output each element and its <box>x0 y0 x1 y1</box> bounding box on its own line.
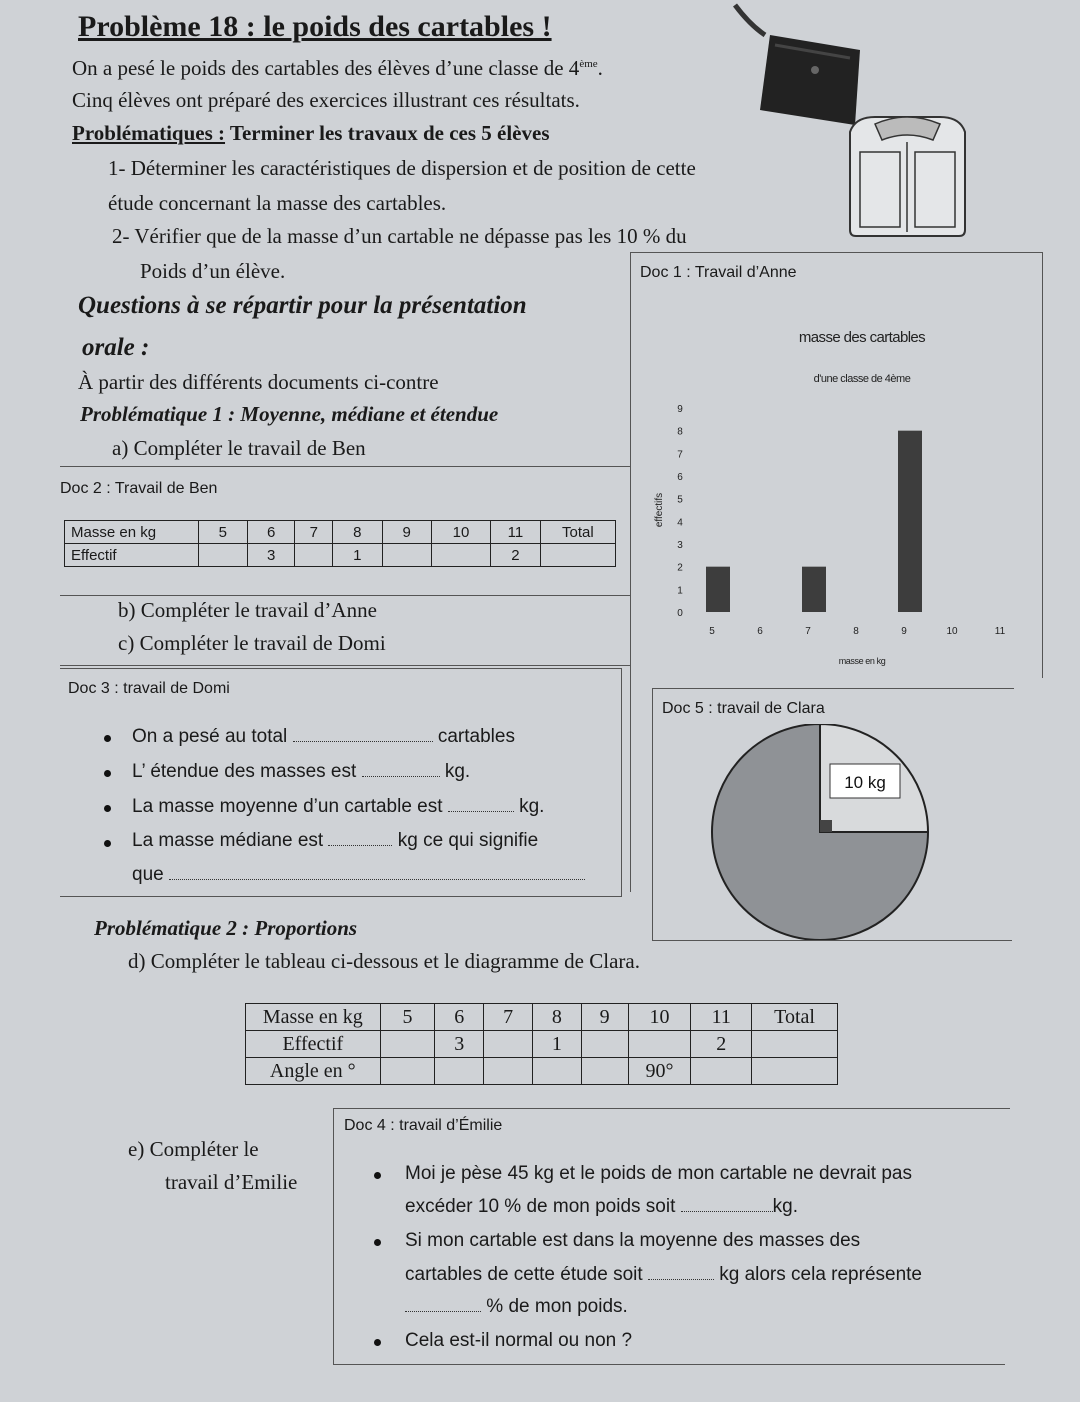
bullet <box>104 770 111 777</box>
doc3-border-top <box>60 668 622 669</box>
answer-blank[interactable] <box>405 1297 481 1312</box>
intro-line-1: On a pesé le poids des cartables des élèves d’une classe de 4ème. <box>72 56 603 80</box>
x-tick-label: 9 <box>901 626 907 637</box>
doc2-effectif-cell[interactable]: 1 <box>333 544 382 567</box>
doc2-title: Doc 2 : Travail de Ben <box>60 480 218 497</box>
right-angle-mark <box>820 820 832 832</box>
doc4-border-bottom <box>333 1364 1005 1365</box>
doc3-title: Doc 3 : travail de Domi <box>68 680 230 697</box>
clara-effectif-cell[interactable] <box>484 1031 533 1058</box>
question-c: c) Compléter le travail de Domi <box>118 631 386 655</box>
doc4-border-top <box>333 1108 1010 1109</box>
divider <box>60 665 630 666</box>
clara-effectif-cell[interactable] <box>581 1031 628 1058</box>
doc2-row-effectif <box>65 544 616 567</box>
doc2-header-cell: 7 <box>295 521 333 544</box>
clara-row-masse <box>246 1004 838 1031</box>
clara-angle-cell[interactable] <box>484 1058 533 1085</box>
clara-angle-cell[interactable]: 90° <box>628 1058 691 1085</box>
item-1a: 1- Déterminer les caractéristiques de dispersion et de position de cette <box>108 156 696 180</box>
doc2-effectif-cell[interactable]: 3 <box>247 544 294 567</box>
scale-illustration <box>845 112 970 240</box>
doc4-border-left <box>333 1108 334 1364</box>
doc4-bullet-1b: excéder 10 % de mon poids soit kg. <box>405 1196 799 1217</box>
doc5-border-left <box>652 688 653 940</box>
doc3-border-right <box>621 668 622 896</box>
bar-5kg <box>706 567 730 612</box>
answer-blank[interactable] <box>169 865 585 880</box>
slice-label: 10 kg <box>844 773 886 792</box>
y-tick-label: 1 <box>677 585 683 597</box>
doc1-border-right <box>1042 252 1043 678</box>
x-tick-label: 5 <box>709 626 715 637</box>
divider <box>60 595 630 596</box>
doc2-header-cell: 9 <box>382 521 431 544</box>
doc4-bullet-1a: Moi je pèse 45 kg et le poids de mon cartable ne devrait pas <box>405 1163 912 1184</box>
problematique-2: Problématique 2 : Proportions <box>94 916 358 940</box>
clara-row-angle <box>246 1058 838 1085</box>
divider <box>60 896 622 897</box>
doc2-header-cell: 10 <box>431 521 490 544</box>
doc3-line-2: L’ étendue des masses est kg. <box>132 761 471 782</box>
x-tick-label: 11 <box>994 626 1006 637</box>
clara-effectif-cell[interactable] <box>628 1031 691 1058</box>
doc5-title: Doc 5 : travail de Clara <box>662 700 825 717</box>
doc2-effectif-cell[interactable] <box>540 544 615 567</box>
doc4-bullet-2b: cartables de cette étude soit kg alors cela représente <box>405 1264 922 1285</box>
doc4-title: Doc 4 : travail d’Émilie <box>344 1117 503 1134</box>
answer-blank[interactable] <box>293 727 433 742</box>
doc2-effectif-cell[interactable]: 2 <box>491 544 541 567</box>
clara-effectif-cell[interactable] <box>380 1031 435 1058</box>
x-tick-label: 10 <box>946 626 958 637</box>
problematique-1: Problématique 1 : Moyenne, médiane et étendue <box>80 402 499 426</box>
bullet <box>374 1339 381 1346</box>
doc2-row-masse <box>65 521 616 544</box>
clara-header-cell: 7 <box>484 1004 533 1031</box>
clara-angle-cell[interactable] <box>435 1058 484 1085</box>
clara-table <box>245 1003 838 1085</box>
doc1-bar-chart <box>632 300 1040 676</box>
clara-header-cell: 8 <box>532 1004 581 1031</box>
question-e-line-2: travail d’Emilie <box>165 1170 298 1194</box>
doc4-bullet-2a: Si mon cartable est dans la moyenne des masses des <box>405 1230 861 1251</box>
doc1-title: Doc 1 : Travail d’Anne <box>640 264 797 281</box>
doc3-line-5: que <box>132 864 585 886</box>
clara-effectif-cell[interactable]: 1 <box>532 1031 581 1058</box>
bullet <box>104 840 111 847</box>
title-text: Problème 18 : le poids des cartables ! <box>78 10 552 43</box>
clara-header-cell: 10 <box>628 1004 691 1031</box>
item-2b: Poids d’un élève. <box>140 259 286 283</box>
clara-row-label: Masse en kg <box>246 1004 381 1031</box>
answer-blank[interactable] <box>648 1265 714 1280</box>
doc2-effectif-cell[interactable] <box>295 544 333 567</box>
bullet <box>104 735 111 742</box>
clara-header-cell: Total <box>752 1004 838 1031</box>
doc5-pie-chart <box>700 724 940 940</box>
bar-7kg <box>802 567 826 612</box>
clara-angle-cell[interactable] <box>752 1058 838 1085</box>
clara-angle-cell[interactable] <box>380 1058 435 1085</box>
questions-intro: À partir des différents documents ci-contre <box>78 370 439 394</box>
clara-header-cell: 9 <box>581 1004 628 1031</box>
problematiques-line: Problématiques : Terminer les travaux de ces 5 élèves <box>72 121 550 145</box>
clara-header-cell: 11 <box>691 1004 752 1031</box>
item-2a: 2- Vérifier que de la masse d’un cartable ne dépasse pas les 10 % du <box>112 224 687 248</box>
y-tick-label: 7 <box>677 449 683 461</box>
clara-angle-cell[interactable] <box>581 1058 628 1085</box>
clara-effectif-cell[interactable] <box>752 1031 838 1058</box>
divider <box>60 466 630 467</box>
doc1-border-left <box>630 252 631 892</box>
y-tick-label: 5 <box>677 494 683 506</box>
doc2-table <box>64 520 616 567</box>
doc2-header-cell: 8 <box>333 521 382 544</box>
schoolbag-illustration <box>720 0 870 130</box>
doc2-row-label: Effectif <box>65 544 199 567</box>
doc2-header-cell: 6 <box>247 521 294 544</box>
answer-blank[interactable] <box>448 797 514 812</box>
answer-blank[interactable] <box>681 1197 773 1212</box>
y-tick-label: 8 <box>677 426 683 438</box>
doc2-header-cell: 11 <box>491 521 541 544</box>
bar-9kg <box>898 431 922 612</box>
clara-header-cell: 5 <box>380 1004 435 1031</box>
question-e-line-1: e) Compléter le <box>128 1137 259 1161</box>
page-title <box>78 10 552 44</box>
doc2-header-cell: Total <box>540 521 615 544</box>
item-1b: étude concernant la masse des cartables. <box>108 191 447 215</box>
clara-header-cell: 6 <box>435 1004 484 1031</box>
doc4-bullet-2c: % de mon poids. <box>405 1296 628 1318</box>
chart-subtitle: d'une classe de 4ème <box>813 373 911 385</box>
doc2-effectif-cell[interactable] <box>431 544 490 567</box>
doc2-row-label: Masse en kg <box>65 521 199 544</box>
y-tick-label: 4 <box>677 517 683 529</box>
x-axis-label: masse en kg <box>838 656 886 666</box>
answer-blank[interactable] <box>362 762 440 777</box>
question-a: a) Compléter le travail de Ben <box>112 436 366 460</box>
y-axis-label: effectifs <box>654 492 665 528</box>
doc3-line-3: La masse moyenne d’un cartable est kg. <box>132 796 545 817</box>
x-tick-label: 7 <box>805 626 811 637</box>
doc2-header-cell: 5 <box>198 521 247 544</box>
doc5-border-bottom <box>652 940 1012 941</box>
intro-line-2: Cinq élèves ont préparé des exercices illustrant ces résultats. <box>72 88 580 112</box>
y-tick-label: 6 <box>677 472 683 483</box>
chart-title: masse des cartables <box>798 329 926 346</box>
doc3-line-1: On a pesé au total cartables <box>132 726 515 747</box>
bullet <box>374 1239 381 1246</box>
clara-angle-cell[interactable] <box>532 1058 581 1085</box>
doc3-line-4: La masse médiane est kg ce qui signifie <box>132 830 539 851</box>
doc2-effectif-cell[interactable] <box>382 544 431 567</box>
y-tick-label: 9 <box>677 404 683 415</box>
x-tick-label: 8 <box>853 626 859 637</box>
clara-row-label: Effectif <box>246 1031 381 1058</box>
question-b: b) Compléter le travail d’Anne <box>118 598 377 622</box>
clara-effectif-cell[interactable]: 2 <box>691 1031 752 1058</box>
bullet <box>104 805 111 812</box>
doc1-border-top <box>630 252 1042 253</box>
doc5-border-top <box>652 688 1014 689</box>
bullet <box>374 1172 381 1179</box>
clara-row-label: Angle en ° <box>246 1058 381 1085</box>
clara-row-effectif <box>246 1031 838 1058</box>
clara-angle-cell[interactable] <box>691 1058 752 1085</box>
doc4-bullet-3: Cela est-il normal ou non ? <box>405 1330 633 1351</box>
question-d: d) Compléter le tableau ci-dessous et le diagramme de Clara. <box>128 949 640 973</box>
questions-title-2: orale : <box>82 334 150 361</box>
doc2-effectif-cell[interactable] <box>198 544 247 567</box>
answer-blank[interactable] <box>328 831 392 846</box>
x-tick-label: 6 <box>757 626 763 637</box>
y-tick-label: 3 <box>677 540 683 551</box>
y-tick-label: 2 <box>677 562 683 574</box>
y-tick-label: 0 <box>677 608 683 619</box>
questions-title-1: Questions à se répartir pour la présentation <box>78 292 527 319</box>
clara-effectif-cell[interactable]: 3 <box>435 1031 484 1058</box>
